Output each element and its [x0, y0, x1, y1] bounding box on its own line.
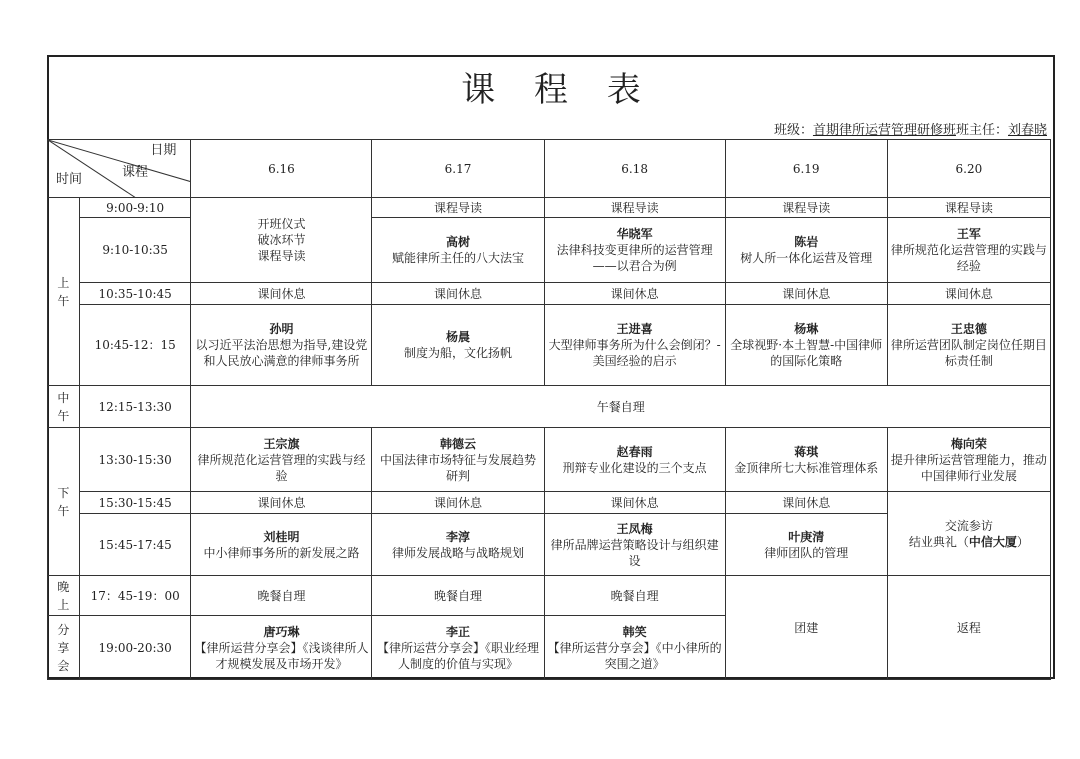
period-evening: 晚 上: [48, 576, 80, 616]
course-cell: [191, 514, 372, 576]
course-topic: 提升律所运营管理能力，推动中国律师行业发展: [890, 452, 1047, 483]
lecturer-name: 王忠德: [950, 322, 987, 336]
lecturer-name: 刘桂明: [263, 529, 300, 544]
course-topic: 律所规范化运营管理的实践与经验: [197, 452, 366, 483]
course-cell: 课程导读: [372, 198, 544, 218]
table-row: [48, 305, 1051, 386]
date-header: 6.17: [372, 140, 544, 198]
course-topic: 中国法律市场特征与发展趋势研判: [380, 452, 537, 483]
exchange-cell: 交流参访 结业典礼（中信大厦）: [887, 492, 1050, 576]
course-cell: [191, 428, 372, 492]
date-header: 6.20: [887, 140, 1050, 198]
time-cell: 15:30-15:45: [79, 492, 191, 514]
course-topic: 以习近平法治思想为指导,建设党和人民放心满意的律师事务所: [195, 338, 368, 368]
teacher-name: 刘春晓: [1007, 123, 1047, 138]
break-cell: 课间休息: [544, 283, 725, 305]
teacher-label: 班主任：: [955, 123, 1008, 138]
date-header: 6.16: [191, 140, 372, 198]
course-cell: 课程导读: [725, 198, 887, 218]
table-row: [48, 576, 1051, 616]
lecturer-name: 唐巧琳: [263, 624, 300, 639]
course-cell: [191, 305, 372, 386]
time-cell: 15:45-17:45: [79, 514, 191, 576]
lecturer-name: 蒋琪: [794, 444, 819, 459]
share-cell: [544, 616, 725, 680]
lunch-cell: 午餐自理: [191, 386, 1051, 428]
break-cell: 课间休息: [725, 283, 887, 305]
course-topic: 【律所运营分享会】《浅谈律所人才规模发展及市场开发》: [194, 640, 369, 671]
team-building-cell: 团建: [725, 576, 887, 680]
course-topic: 律师团队的管理: [764, 545, 849, 560]
period-share: 分 享 会: [48, 616, 80, 680]
course-cell: [725, 218, 887, 283]
time-cell: 9:00-9:10: [79, 198, 191, 218]
lecturer-name: 李淳: [446, 529, 471, 544]
lecturer-name: 韩德云: [440, 436, 477, 451]
break-cell: 课间休息: [372, 283, 544, 305]
period-noon: 中 午: [48, 386, 80, 428]
lecturer-name: 韩笑: [622, 624, 647, 639]
table-row: [48, 492, 1051, 514]
break-cell: 课间休息: [544, 492, 725, 514]
time-cell: 17：45-19：00: [79, 576, 191, 616]
time-cell: 13:30-15:30: [79, 428, 191, 492]
break-cell: 课间休息: [725, 492, 887, 514]
time-label: 时间: [56, 172, 83, 187]
dinner-cell: 晚餐自理: [372, 576, 544, 616]
course-cell: [725, 428, 887, 492]
course-topic: 刑辩专业化建设的三个支点: [562, 460, 707, 475]
break-cell: 课间休息: [887, 283, 1050, 305]
time-cell: 9:10-10:35: [79, 218, 191, 283]
dinner-cell: 晚餐自理: [191, 576, 372, 616]
opening-cell: 开班仪式 破冰环节 课程导读: [191, 198, 372, 283]
time-cell: 10:45-12：15: [79, 305, 191, 386]
share-cell: [372, 616, 544, 680]
lecturer-name: 梅向荣: [950, 436, 987, 451]
break-cell: 课间休息: [191, 492, 372, 514]
course-cell: [544, 305, 725, 386]
date-header: 6.18: [544, 140, 725, 198]
break-cell: 课间休息: [372, 492, 544, 514]
period-afternoon: 下 午: [48, 428, 80, 576]
course-cell: [887, 218, 1050, 283]
diagonal-header: [48, 140, 191, 198]
class-name: 首期律所运营管理研修班: [812, 123, 956, 138]
course-topic: 律师发展战略与战略规划: [392, 545, 525, 560]
course-cell: [887, 428, 1050, 492]
lecturer-name: 杨晨: [446, 330, 471, 344]
lecturer-name: 华晓军: [616, 227, 653, 241]
course-topic: 【律所运营分享会】《中小律所的突围之道》: [547, 640, 722, 671]
course-topic: 法律科技变更律所的运营管理——以君合为例: [556, 243, 713, 273]
date-header: 6.19: [725, 140, 887, 198]
period-morning: 上 午: [48, 198, 80, 386]
schedule-table: [47, 139, 1051, 680]
course-cell: [544, 428, 725, 492]
time-cell: 10:35-10:45: [79, 283, 191, 305]
table-row: [48, 428, 1051, 492]
return-cell: 返程: [887, 576, 1050, 680]
course-topic: 制度为船，文化扬帆: [404, 346, 513, 360]
course-cell: [372, 514, 544, 576]
schedule-sheet: [47, 55, 1055, 679]
course-cell: 课程导读: [887, 198, 1050, 218]
time-cell: 19:00-20:30: [79, 616, 191, 680]
course-label: 课程: [122, 165, 149, 180]
lecturer-name: 赵春雨: [616, 444, 653, 459]
break-cell: 课间休息: [191, 283, 372, 305]
share-cell: [191, 616, 372, 680]
class-label: 班级：: [773, 123, 813, 138]
course-cell: [372, 218, 544, 283]
table-row: [48, 283, 1051, 305]
lecturer-name: 王进喜: [616, 322, 653, 336]
lecturer-name: 陈岩: [794, 235, 819, 249]
course-cell: [544, 218, 725, 283]
course-topic: 律所运营团队制定岗位任期目标责任制: [890, 338, 1047, 368]
class-info: [774, 123, 1047, 139]
course-topic: 树人所一体化运营及管理: [740, 251, 873, 265]
lecturer-name: 高树: [446, 235, 471, 249]
lecturer-name: 王军: [956, 227, 981, 241]
lecturer-name: 叶庚清: [788, 529, 825, 544]
time-cell: 12:15-13:30: [79, 386, 191, 428]
lecturer-name: 王凤梅: [616, 521, 653, 536]
dinner-cell: 晚餐自理: [544, 576, 725, 616]
course-cell: [887, 305, 1050, 386]
course-cell: [725, 514, 887, 576]
lecturer-name: 李正: [446, 624, 471, 639]
date-label: 日期: [150, 143, 177, 158]
lecturer-name: 孙明: [269, 322, 294, 336]
course-topic: 大型律师事务所为什么会倒闭？-美国经验的启示: [548, 338, 721, 368]
course-cell: [544, 514, 725, 576]
course-topic: 律所规范化运营管理的实践与经验: [890, 243, 1047, 273]
lecturer-name: 王宗旗: [263, 436, 300, 451]
course-topic: 【律所运营分享会】《职业经理人制度的价值与实现》: [377, 640, 540, 671]
course-cell: [372, 428, 544, 492]
course-cell: 课程导读: [544, 198, 725, 218]
page-title: 课 程 表: [461, 70, 655, 110]
course-topic: 律所品牌运营策略设计与组织建设: [550, 537, 719, 568]
header-row: [48, 140, 1051, 198]
course-topic: 中小律师事务所的新发展之路: [203, 545, 360, 560]
course-cell: [372, 305, 544, 386]
course-topic: 赋能律所主任的八大法宝: [392, 251, 525, 265]
table-row: [48, 386, 1051, 428]
course-cell: [725, 305, 887, 386]
lecturer-name: 杨琳: [794, 322, 819, 336]
course-topic: 金顶律所七大标准管理体系: [734, 460, 879, 475]
course-topic: 全球视野·本土智慧-中国律师的国际化策略: [730, 338, 883, 368]
table-row: [48, 198, 1051, 218]
